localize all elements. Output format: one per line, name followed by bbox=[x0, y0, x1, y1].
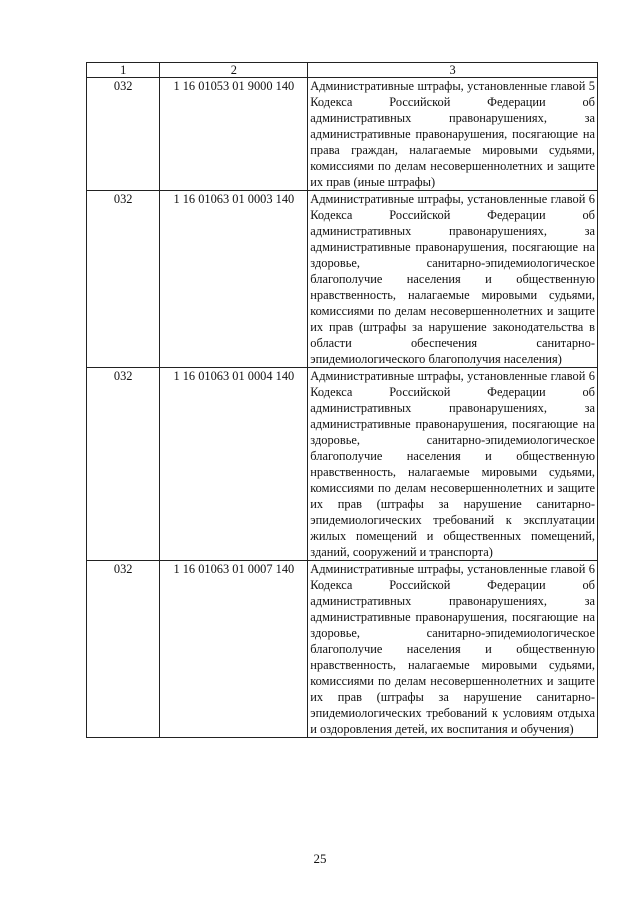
budget-codes-table bbox=[86, 62, 598, 738]
table-row bbox=[87, 191, 598, 368]
description-cell: Административные штрафы, установленные главой 5 Кодекса Российской Федерации об административных правонарушениях, за административные правонарушения, посягающие на права граждан, налагаемые мировыми судьями, комиссиями по делам несовершеннолетних и защите их прав (иные штрафы) bbox=[308, 78, 598, 191]
header-col-2: 2 bbox=[160, 63, 308, 78]
description-cell: Административные штрафы, установленные главой 6 Кодекса Российской Федерации об административных правонарушениях, за административные правонарушения, посягающие на здоровье, санитарно-эпидемиологическое благополучие населения и общественную нравственность, налагаемые мировыми судьями, комиссиями по делам несовершеннолетних и защите их прав (штрафы за нарушение санитарно-эпидемиологических требований к эксплуатации жилых помещений и общественных помещений, зданий, сооружений и транспорта) bbox=[308, 368, 598, 561]
header-col-3: 3 bbox=[308, 63, 598, 78]
admin-code-cell: 032 bbox=[87, 368, 160, 561]
admin-code-cell: 032 bbox=[87, 561, 160, 738]
kbk-code-cell: 1 16 01053 01 9000 140 bbox=[160, 78, 308, 191]
header-col-1: 1 bbox=[87, 63, 160, 78]
description-cell: Административные штрафы, установленные главой 6 Кодекса Российской Федерации об административных правонарушениях, за административные правонарушения, посягающие на здоровье, санитарно-эпидемиологическое благополучие населения и общественную нравственность, налагаемые мировыми судьями, комиссиями по делам несовершеннолетних и защите их прав (штрафы за нарушение санитарно-эпидемиологических требований к условиям отдыха и оздоровления детей, их воспитания и обучения) bbox=[308, 561, 598, 738]
admin-code-cell: 032 bbox=[87, 78, 160, 191]
table-row bbox=[87, 561, 598, 738]
kbk-code-cell: 1 16 01063 01 0007 140 bbox=[160, 561, 308, 738]
table-header-row bbox=[87, 63, 598, 78]
admin-code-cell: 032 bbox=[87, 191, 160, 368]
description-cell: Административные штрафы, установленные главой 6 Кодекса Российской Федерации об административных правонарушениях, за административные правонарушения, посягающие на здоровье, санитарно-эпидемиологическое благополучие населения и общественную нравственность, налагаемые мировыми судьями, комиссиями по делам несовершеннолетних и защите их прав (штрафы за нарушение законодательства в области обеспечения санитарно-эпидемиологического благополучия населения) bbox=[308, 191, 598, 368]
table-row bbox=[87, 368, 598, 561]
table-row bbox=[87, 78, 598, 191]
kbk-code-cell: 1 16 01063 01 0004 140 bbox=[160, 368, 308, 561]
page-number: 25 bbox=[313, 851, 327, 866]
kbk-code-cell: 1 16 01063 01 0003 140 bbox=[160, 191, 308, 368]
